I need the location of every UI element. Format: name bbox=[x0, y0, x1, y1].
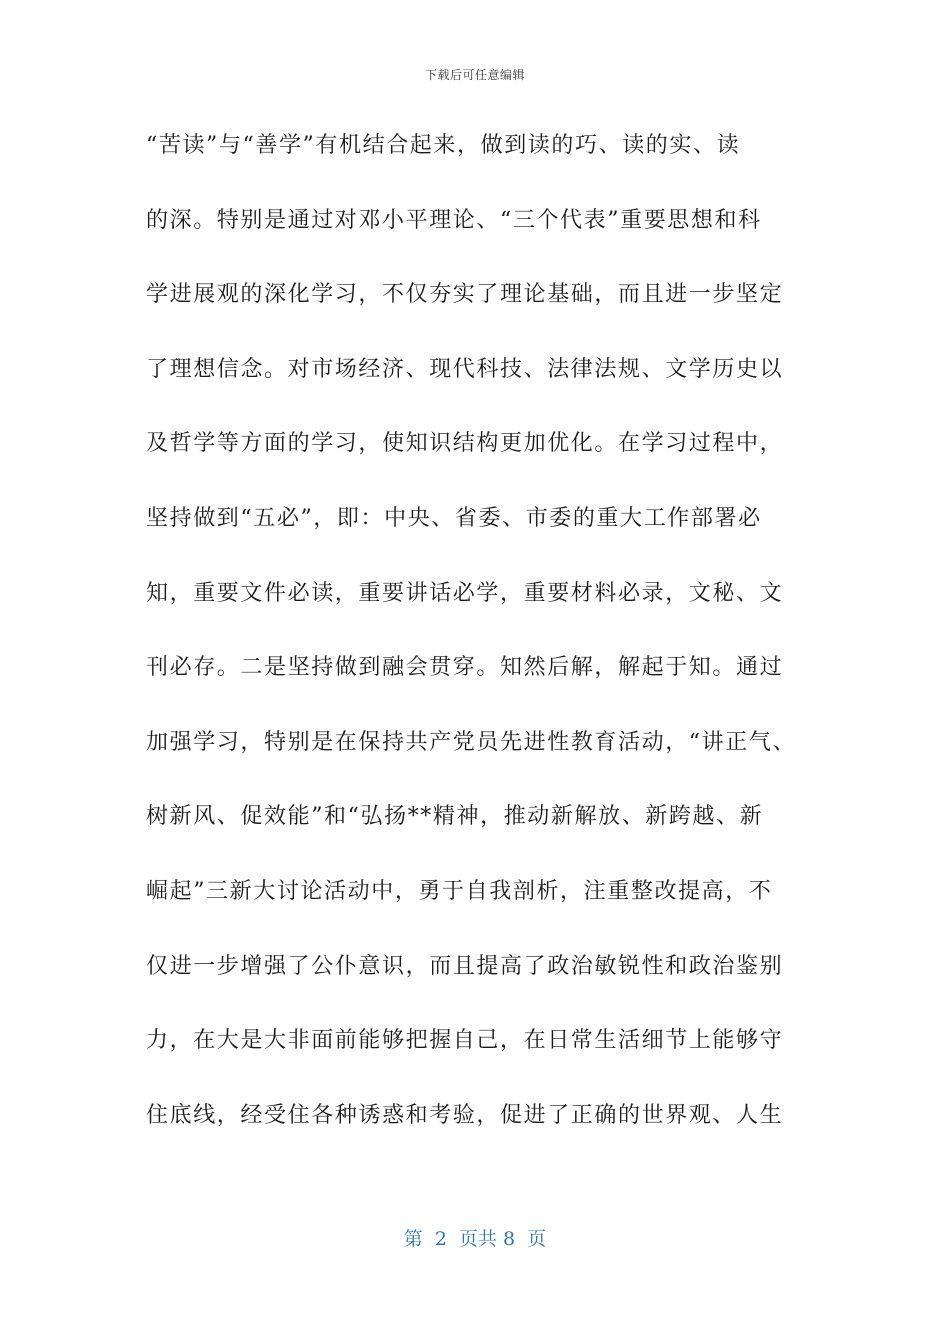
text-line: 崛起”三新大讨论活动中，勇于自我剖析，注重整改提高，不 bbox=[146, 878, 773, 904]
text-line: 了理想信念。对市场经济、现代科技、法律法规、文学历史以 bbox=[146, 356, 784, 382]
page-header: 下载后可任意编辑 bbox=[424, 68, 525, 82]
text-line: 加强学习，特别是在保持共产党员先进性教育活动，“讲正气、 bbox=[146, 729, 797, 755]
text-line: 树新风、促效能”和“弘扬**精神，推动新解放、新跨越、新 bbox=[146, 804, 764, 830]
text-line: 知，重要文件必读，重要讲话必学，重要材料必录，文秘、文 bbox=[146, 580, 784, 606]
document-body bbox=[146, 122, 806, 1166]
text-line: “苦读”与“善学”有机结合起来，做到读的巧、读的实、读 bbox=[146, 133, 741, 158]
text-line: 的深。特别是通过对邓小平理论、“三个代表”重要思想和科 bbox=[146, 207, 762, 233]
text-line: 仅进一步增强了公仆意识，而且提高了政治敏锐性和政治鉴别 bbox=[146, 953, 784, 979]
text-line: 学进展观的深化学习，不仅夯实了理论基础，而且进一步坚定 bbox=[146, 282, 784, 308]
text-line: 刊必存。二是坚持做到融会贯穿。知然后解，解起于知。通过 bbox=[146, 655, 784, 681]
page-number-footer: 第 2 页共 8 页 bbox=[403, 1228, 547, 1250]
text-line: 及哲学等方面的学习，使知识结构更加优化。在学习过程中， bbox=[146, 431, 784, 457]
text-line: 坚持做到“五必”，即：中央、省委、市委的重大工作部署必 bbox=[146, 505, 762, 531]
text-line: 力，在大是大非面前能够把握自己，在日常生活细节上能够守 bbox=[146, 1028, 784, 1054]
text-line: 住底线，经受住各种诱惑和考验，促进了正确的世界观、人生 bbox=[146, 1102, 784, 1128]
